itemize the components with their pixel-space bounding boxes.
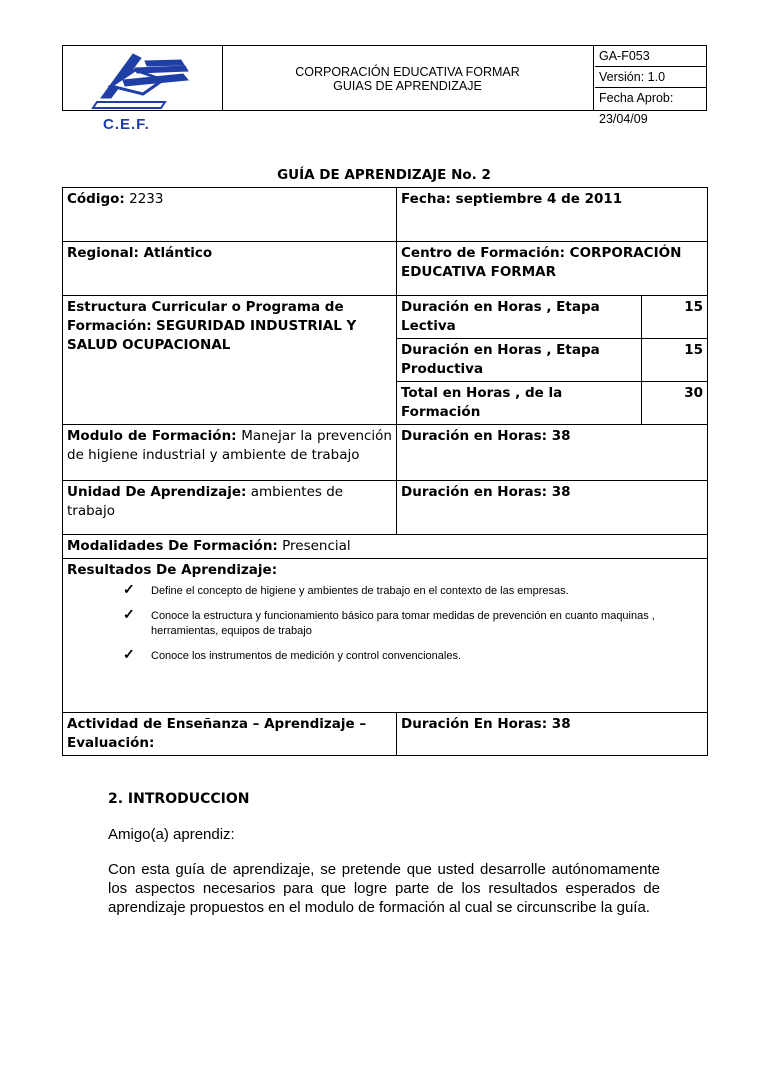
actividad-cell: Actividad de Enseñanza – Aprendizaje – Evaluación: (63, 713, 397, 756)
document-version: Versión: 1.0 (595, 67, 706, 88)
modulo-duracion: Duración en Horas: 38 (397, 425, 708, 481)
regional-cell: Regional: Atlántico (63, 242, 397, 296)
unidad-label: Unidad De Aprendizaje: (67, 484, 247, 500)
modulo-cell (63, 425, 397, 481)
approval-date: Fecha Aprob: 23/04/09 (599, 91, 674, 126)
resultado-item (123, 606, 703, 639)
intro-heading: 2. INTRODUCCION (108, 791, 250, 807)
document-type: GUIAS DE APRENDIZAJE (333, 79, 482, 93)
cef-logo-graphic (63, 46, 222, 110)
unidad-duracion: Duración en Horas: 38 (397, 481, 708, 535)
resultado-text: Define el concepto de higiene y ambientes de trabajo en el contexto de las empresas. (151, 585, 569, 597)
total-label: Total en Horas , de la Formación (397, 382, 642, 425)
estructura-label: Estructura Curricular o Programa de Formación: (67, 299, 344, 334)
intro-paragraph: Con esta guía de aprendizaje, se pretende que usted desarrolle autónomamente los aspectos necesarios para que logre parte de los resultados esperados de aprendizaje propuestos en el modulo de formación al cual se circunscribe la guía. (108, 861, 660, 916)
resultado-text: Conoce los instrumentos de medición y control convencionales. (151, 650, 461, 662)
resultado-text: Conoce la estructura y funcionamiento básico para tomar medidas de prevención en cuanto maquinas , herramientas, equipos de trabajo (151, 610, 655, 637)
fecha-cell: Fecha: septiembre 4 de 2011 (397, 188, 708, 242)
modalidades-cell (63, 535, 708, 559)
guide-title: GUÍA DE APRENDIZAJE No. 2 (277, 167, 491, 183)
checkmark-icon: ✓ (123, 646, 135, 662)
dur-productiva-label: Duración en Horas , Etapa Productiva (397, 339, 642, 382)
resultados-list (123, 581, 703, 664)
centro-cell: Centro de Formación: CORPORACIÓN EDUCATIVA FORMAR (397, 242, 708, 296)
modulo-value: Manejar la prevención de higiene industrial y ambiente de trabajo (67, 428, 392, 463)
unidad-cell (63, 481, 397, 535)
total-value: 30 (642, 382, 708, 425)
modalidades-value: Presencial (282, 538, 351, 554)
modulo-label: Modulo de Formación: (67, 428, 237, 444)
dur-productiva-value: 15 (642, 339, 708, 382)
document-code: GA-F053 (595, 46, 706, 67)
logo-text: C.E.F. (103, 116, 150, 133)
unidad-value: ambientes de trabajo (67, 484, 344, 519)
dur-lectiva-label: Duración en Horas , Etapa Lectiva (397, 296, 642, 339)
resultados-cell (63, 559, 708, 713)
header-title-block (222, 46, 594, 110)
document-header (62, 45, 707, 133)
document-control-block (595, 46, 706, 126)
checkmark-icon: ✓ (123, 606, 135, 622)
estructura-value: SEGURIDAD INDUSTRIAL Y SALUD OCUPACIONAL (67, 318, 357, 353)
guide-info-table (62, 187, 708, 756)
checkmark-icon: ✓ (123, 581, 135, 597)
resultados-label: Resultados De Aprendizaje: (67, 562, 278, 578)
dur-lectiva-value: 15 (642, 296, 708, 339)
codigo-cell (63, 188, 397, 242)
resultado-item (123, 646, 703, 664)
intro-greeting: Amigo(a) aprendiz: (108, 826, 235, 843)
organization-name: CORPORACIÓN EDUCATIVA FORMAR (295, 65, 520, 79)
resultado-item (123, 581, 703, 599)
modalidades-label: Modalidades De Formación: (67, 538, 278, 554)
estructura-cell (63, 296, 397, 425)
cef-logo (63, 46, 223, 133)
codigo-value: 2233 (129, 191, 164, 207)
codigo-label: Código: (67, 191, 125, 207)
actividad-duracion: Duración En Horas: 38 (397, 713, 708, 756)
